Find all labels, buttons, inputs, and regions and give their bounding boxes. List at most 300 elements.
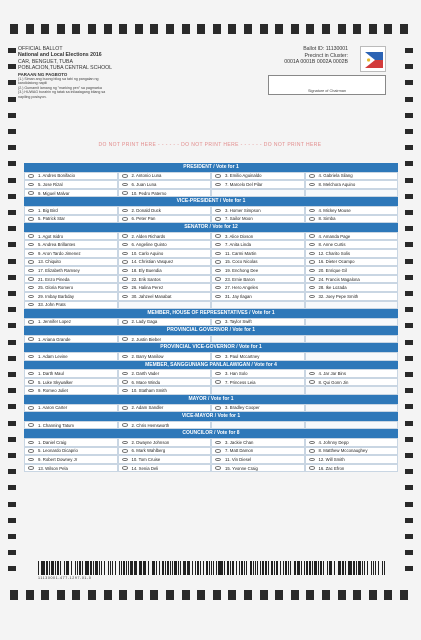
candidate-name: 1. Aaron Carter [38, 405, 68, 411]
ballot-id: Ballot ID: 11130001 [303, 46, 348, 52]
candidate-row [24, 240, 398, 249]
candidate-option[interactable] [305, 464, 399, 473]
timing-mark [405, 259, 413, 264]
vote-oval-icon[interactable] [215, 458, 221, 461]
vote-oval-icon[interactable] [122, 355, 128, 358]
vote-oval-icon[interactable] [215, 286, 221, 289]
candidate-name: 10. Carlo Aquino [131, 250, 164, 256]
vote-oval-icon[interactable] [309, 174, 315, 177]
vote-oval-icon[interactable] [309, 380, 315, 383]
timing-mark [306, 590, 314, 600]
vote-oval-icon[interactable] [122, 217, 128, 220]
candidate-name: 6. Angeline Quinto [131, 242, 167, 248]
vote-oval-icon[interactable] [122, 337, 128, 340]
vote-oval-icon[interactable] [28, 234, 34, 237]
candidate-option[interactable] [211, 275, 305, 284]
candidate-option[interactable] [305, 249, 399, 258]
timing-mark [275, 24, 283, 34]
vote-oval-icon[interactable] [309, 217, 315, 220]
vote-oval-icon[interactable] [122, 209, 128, 212]
candidate-option[interactable] [305, 369, 399, 378]
candidate-option[interactable] [211, 240, 305, 249]
vote-oval-icon[interactable] [215, 234, 221, 237]
candidate-option[interactable] [211, 352, 305, 361]
header-line-4: POBLACION,TUBA CENTRAL SCHOOL [18, 65, 113, 72]
contest-header: MEMBER, HOUSE OF REPRESENTATIVES / Vote for 1 [24, 309, 398, 318]
vote-oval-icon[interactable] [215, 466, 221, 469]
candidate-option[interactable] [24, 378, 118, 387]
candidate-name: 3. Taylor Swift [225, 319, 252, 325]
candidate-name: 2. Lady Gaga [131, 319, 158, 325]
timing-mark [72, 590, 80, 600]
vote-oval-icon[interactable] [28, 458, 34, 461]
candidate-option[interactable] [211, 369, 305, 378]
vote-oval-icon[interactable] [28, 286, 34, 289]
candidate-option[interactable] [211, 464, 305, 473]
signature-label: Signature of Chairman [308, 89, 346, 93]
candidate-option[interactable] [305, 206, 399, 215]
candidate-row [24, 455, 398, 464]
candidate-row [24, 464, 398, 473]
timing-mark [8, 323, 16, 328]
candidate-row [24, 215, 398, 224]
candidate-option[interactable] [118, 180, 212, 189]
timing-mark [369, 590, 377, 600]
timing-mark [150, 24, 158, 34]
timing-mark [405, 48, 413, 53]
vote-oval-icon[interactable] [122, 389, 128, 392]
timing-mark [405, 97, 413, 102]
candidate-option[interactable] [118, 447, 212, 456]
timing-mark [405, 421, 413, 426]
candidate-option[interactable] [305, 438, 399, 447]
candidate-option[interactable] [211, 378, 305, 387]
candidate-option[interactable] [211, 455, 305, 464]
candidate-name: 5. Jose Rizal [38, 181, 63, 187]
vote-oval-icon[interactable] [28, 449, 34, 452]
timing-mark [182, 24, 190, 34]
contest-header: PROVINCIAL GOVERNOR / Vote for 1 [24, 326, 398, 335]
vote-oval-icon[interactable] [122, 458, 128, 461]
vote-oval-icon[interactable] [215, 406, 221, 409]
candidate-name: 16. Dieter Ocampo [318, 259, 355, 265]
timing-mark [353, 24, 361, 34]
candidate-name: 12. Will Smith [318, 456, 345, 462]
candidate-option[interactable] [24, 215, 118, 224]
vote-oval-icon[interactable] [122, 269, 128, 272]
candidate-option[interactable] [118, 249, 212, 258]
candidate-name: 9. Romeo Juliet [38, 388, 68, 394]
candidate-name: 3. Paul Mccartney [225, 353, 260, 359]
candidate-row [24, 386, 398, 395]
candidate-option[interactable] [305, 275, 399, 284]
candidate-name: 2. Chris Hemsworth [131, 422, 170, 428]
candidate-option[interactable] [24, 258, 118, 267]
vote-oval-icon[interactable] [122, 286, 128, 289]
candidate-option[interactable] [24, 283, 118, 292]
barcode-bar [385, 561, 386, 575]
candidate-row [24, 232, 398, 241]
vote-oval-icon[interactable] [122, 183, 128, 186]
candidate-option[interactable] [118, 283, 212, 292]
timing-mark [8, 210, 16, 215]
candidate-name: 2. Justin Bieber [131, 336, 162, 342]
candidate-name: 10. Pedro Paterno [131, 190, 167, 196]
candidate-row [24, 206, 398, 215]
candidate-name: 23. Ernie Baron [225, 276, 255, 282]
candidate-option[interactable] [24, 404, 118, 413]
vote-oval-icon[interactable] [28, 337, 34, 340]
candidate-option[interactable] [118, 215, 212, 224]
candidate-option[interactable] [118, 172, 212, 181]
empty-cell [305, 189, 399, 198]
candidate-name: 1. Daniel Craig [38, 439, 67, 445]
vote-oval-icon[interactable] [309, 234, 315, 237]
vote-oval-icon[interactable] [309, 252, 315, 255]
candidate-name: 3. Homer Simpson [225, 207, 261, 213]
candidate-option[interactable] [24, 464, 118, 473]
candidate-row [24, 258, 398, 267]
vote-oval-icon[interactable] [28, 183, 34, 186]
candidate-name: 2. Antonio Luna [131, 173, 162, 179]
instruction-2: kandidatong napili [18, 81, 47, 86]
candidate-option[interactable] [118, 464, 212, 473]
candidate-option[interactable] [118, 232, 212, 241]
candidate-option[interactable] [211, 258, 305, 267]
vote-oval-icon[interactable] [309, 449, 315, 452]
candidate-option[interactable] [305, 258, 399, 267]
candidate-option[interactable] [305, 215, 399, 224]
candidate-name: 33. John Prats [38, 302, 66, 308]
timing-mark [405, 469, 413, 474]
vote-oval-icon[interactable] [122, 441, 128, 444]
candidate-name: 4. Jar Jar Bins [318, 371, 346, 377]
ballot-info [258, 46, 348, 66]
vote-oval-icon[interactable] [215, 277, 221, 280]
candidate-option[interactable] [211, 266, 305, 275]
timing-mark [8, 275, 16, 280]
candidate-option[interactable] [305, 455, 399, 464]
candidate-option[interactable] [211, 283, 305, 292]
vote-oval-icon[interactable] [309, 295, 315, 298]
timing-mark [338, 590, 346, 600]
candidate-option[interactable] [118, 386, 212, 395]
vote-oval-icon[interactable] [122, 234, 128, 237]
candidate-option[interactable] [24, 455, 118, 464]
vote-oval-icon[interactable] [122, 191, 128, 194]
timing-mark [26, 590, 34, 600]
candidate-option[interactable] [305, 266, 399, 275]
timing-mark [213, 24, 221, 34]
candidate-option[interactable] [24, 249, 118, 258]
candidate-name: 15. Coco Nicolas [225, 259, 258, 265]
timing-mark [135, 24, 143, 34]
candidate-name: 14. Christian Vasquez [131, 259, 174, 265]
candidate-name: 32. Joey Pepe Smith [318, 293, 359, 299]
candidate-option[interactable] [24, 292, 118, 301]
vote-oval-icon[interactable] [28, 372, 34, 375]
vote-oval-icon[interactable] [309, 183, 315, 186]
candidate-name: 3. Han Solo [225, 371, 248, 377]
candidate-option[interactable] [211, 180, 305, 189]
candidate-option[interactable] [211, 318, 305, 327]
timing-mark [291, 590, 299, 600]
candidate-option[interactable] [305, 172, 399, 181]
candidate-name: 14. Xenia Deli [131, 465, 159, 471]
candidate-name: 30. Jahzeel Manabat [131, 293, 172, 299]
candidate-option[interactable] [24, 438, 118, 447]
vote-oval-icon[interactable] [309, 458, 315, 461]
candidate-option[interactable] [211, 232, 305, 241]
candidate-name: 26. Halina Perez [131, 285, 164, 291]
timing-mark [8, 242, 16, 247]
candidate-option[interactable] [118, 258, 212, 267]
timing-mark [405, 550, 413, 555]
vote-oval-icon[interactable] [309, 466, 315, 469]
candidate-option[interactable] [211, 404, 305, 413]
candidate-name: 12. Charito Solis [318, 250, 351, 256]
vote-oval-icon[interactable] [309, 269, 315, 272]
candidate-name: 27. Hero Angeles [225, 285, 258, 291]
contest-header: COUNCILOR / Vote for 8 [24, 429, 398, 438]
vote-oval-icon[interactable] [309, 441, 315, 444]
candidate-option[interactable] [24, 335, 118, 344]
empty-cell [305, 335, 399, 344]
vote-oval-icon[interactable] [215, 269, 221, 272]
timing-mark [405, 129, 413, 134]
candidate-option[interactable] [118, 404, 212, 413]
vote-oval-icon[interactable] [28, 423, 34, 426]
vote-oval-icon[interactable] [28, 252, 34, 255]
candidate-option[interactable] [118, 352, 212, 361]
vote-oval-icon[interactable] [309, 209, 315, 212]
vote-oval-icon[interactable] [215, 217, 221, 220]
precinct-label: Precinct in Cluster: [304, 52, 348, 59]
candidate-option[interactable] [24, 172, 118, 181]
vote-oval-icon[interactable] [28, 243, 34, 246]
candidate-name: 7. Anita Linda [225, 242, 252, 248]
timing-mark [213, 590, 221, 600]
candidate-option[interactable] [305, 292, 399, 301]
vote-oval-icon[interactable] [215, 295, 221, 298]
timing-mark [322, 590, 330, 600]
vote-oval-icon[interactable] [28, 191, 34, 194]
vote-oval-icon[interactable] [215, 252, 221, 255]
vote-oval-icon[interactable] [28, 209, 34, 212]
contest-header: MAYOR / Vote for 1 [24, 395, 398, 404]
timing-mark [88, 590, 96, 600]
vote-oval-icon[interactable] [122, 243, 128, 246]
timing-mark [8, 340, 16, 345]
vote-oval-icon[interactable] [122, 406, 128, 409]
candidate-option[interactable] [211, 249, 305, 258]
candidate-option[interactable] [118, 455, 212, 464]
candidate-name: 22. Erik Santos [131, 276, 161, 282]
candidate-option[interactable] [118, 318, 212, 327]
candidate-option[interactable] [211, 447, 305, 456]
vote-oval-icon[interactable] [28, 277, 34, 280]
candidate-option[interactable] [118, 189, 212, 198]
candidate-name: 1. Agot Isidro [38, 233, 64, 239]
candidate-option[interactable] [24, 369, 118, 378]
vote-oval-icon[interactable] [309, 260, 315, 263]
vote-oval-icon[interactable] [28, 441, 34, 444]
timing-mark [8, 518, 16, 523]
vote-oval-icon[interactable] [122, 295, 128, 298]
timing-mark [8, 566, 16, 571]
candidate-name: 16. Zac Efron [318, 465, 345, 471]
candidate-option[interactable] [305, 232, 399, 241]
candidate-option[interactable] [24, 206, 118, 215]
vote-oval-icon[interactable] [28, 217, 34, 220]
candidate-name: 2. Alden Richards [131, 233, 166, 239]
candidate-name: 5. Luke Skywalker [38, 379, 73, 385]
header-line-2: National and Local Elections 2016 [18, 52, 102, 59]
candidate-option[interactable] [24, 301, 118, 310]
vote-oval-icon[interactable] [122, 260, 128, 263]
candidate-option[interactable] [24, 386, 118, 395]
candidate-name: 25. Gloria Romero [38, 285, 74, 291]
vote-oval-icon[interactable] [28, 295, 34, 298]
vote-oval-icon[interactable] [215, 209, 221, 212]
candidate-option[interactable] [24, 352, 118, 361]
candidate-name: 8. Melchora Aquino [318, 181, 356, 187]
timing-mark [405, 307, 413, 312]
contest-header: PRESIDENT / Vote for 1 [24, 163, 398, 172]
candidate-name: 1. Ariana Grande [38, 336, 71, 342]
vote-oval-icon[interactable] [215, 260, 221, 263]
vote-oval-icon[interactable] [28, 320, 34, 323]
timing-mark [228, 590, 236, 600]
candidate-name: 8. Matthew Mcconaughey [318, 448, 368, 454]
candidate-option[interactable] [118, 369, 212, 378]
candidate-option[interactable] [118, 206, 212, 215]
candidate-row [24, 301, 398, 310]
vote-oval-icon[interactable] [122, 380, 128, 383]
empty-cell [305, 352, 399, 361]
candidate-name: 1. Jennifer Lopez [38, 319, 71, 325]
candidate-option[interactable] [211, 206, 305, 215]
vote-oval-icon[interactable] [122, 252, 128, 255]
timing-mark [8, 64, 16, 69]
candidate-option[interactable] [211, 172, 305, 181]
vote-oval-icon[interactable] [122, 466, 128, 469]
vote-oval-icon[interactable] [122, 277, 128, 280]
candidate-option[interactable] [24, 318, 118, 327]
vote-oval-icon[interactable] [28, 174, 34, 177]
vote-oval-icon[interactable] [215, 355, 221, 358]
vote-oval-icon[interactable] [28, 389, 34, 392]
candidate-option[interactable] [24, 266, 118, 275]
candidate-option[interactable] [24, 189, 118, 198]
vote-oval-icon[interactable] [215, 449, 221, 452]
candidate-row [24, 404, 398, 413]
candidate-option[interactable] [305, 180, 399, 189]
candidate-row [24, 283, 398, 292]
vote-oval-icon[interactable] [215, 174, 221, 177]
vote-oval-icon[interactable] [28, 303, 34, 306]
vote-oval-icon[interactable] [122, 320, 128, 323]
candidate-option[interactable] [211, 438, 305, 447]
candidate-row [24, 447, 398, 456]
candidate-option[interactable] [211, 292, 305, 301]
timing-mark [104, 24, 112, 34]
vote-oval-icon[interactable] [309, 372, 315, 375]
candidate-option[interactable] [118, 240, 212, 249]
vote-oval-icon[interactable] [309, 286, 315, 289]
candidate-option[interactable] [118, 266, 212, 275]
candidate-option[interactable] [118, 275, 212, 284]
candidate-option[interactable] [118, 292, 212, 301]
vote-oval-icon[interactable] [28, 355, 34, 358]
ballot-header [18, 46, 218, 99]
vote-oval-icon[interactable] [28, 269, 34, 272]
candidate-name: 1. Big Bird [38, 207, 58, 213]
candidate-option[interactable] [24, 240, 118, 249]
candidate-option[interactable] [24, 275, 118, 284]
vote-oval-icon[interactable] [122, 174, 128, 177]
timing-mark [405, 210, 413, 215]
candidate-option[interactable] [118, 438, 212, 447]
timing-mark [8, 534, 16, 539]
vote-oval-icon[interactable] [215, 380, 221, 383]
candidate-option[interactable] [305, 240, 399, 249]
vote-oval-icon[interactable] [309, 243, 315, 246]
timing-mark [405, 145, 413, 150]
timing-mark [384, 590, 392, 600]
candidate-name: 7. Marcelo Del Pilar [225, 181, 263, 187]
timing-mark [322, 24, 330, 34]
candidate-option[interactable] [118, 335, 212, 344]
timing-mark [405, 226, 413, 231]
vote-oval-icon[interactable] [28, 466, 34, 469]
candidate-option[interactable] [118, 421, 212, 430]
timing-mark [384, 24, 392, 34]
candidate-option[interactable] [24, 447, 118, 456]
vote-oval-icon[interactable] [122, 372, 128, 375]
vote-oval-icon[interactable] [122, 423, 128, 426]
timing-mark [8, 226, 16, 231]
signature-box [268, 75, 386, 95]
candidate-option[interactable] [118, 378, 212, 387]
vote-oval-icon[interactable] [215, 243, 221, 246]
candidate-name: 1. Adam Levine [38, 353, 68, 359]
candidate-option[interactable] [305, 378, 399, 387]
candidate-option[interactable] [305, 447, 399, 456]
candidate-name: 7. Princess Leia [225, 379, 256, 385]
timing-mark [8, 469, 16, 474]
vote-oval-icon[interactable] [28, 260, 34, 263]
vote-oval-icon[interactable] [215, 320, 221, 323]
candidate-option[interactable] [24, 232, 118, 241]
timing-mark [8, 291, 16, 296]
vote-oval-icon[interactable] [28, 380, 34, 383]
timing-mark [244, 590, 252, 600]
vote-oval-icon[interactable] [215, 372, 221, 375]
candidate-option[interactable] [24, 421, 118, 430]
vote-oval-icon[interactable] [215, 183, 221, 186]
vote-oval-icon[interactable] [309, 277, 315, 280]
candidate-option[interactable] [211, 215, 305, 224]
vote-oval-icon[interactable] [28, 406, 34, 409]
candidate-name: 9. Aron Tardo Jimenez [38, 250, 81, 256]
vote-oval-icon[interactable] [122, 449, 128, 452]
candidate-option[interactable] [24, 180, 118, 189]
vote-oval-icon[interactable] [215, 441, 221, 444]
candidate-option[interactable] [305, 283, 399, 292]
timing-mark [8, 421, 16, 426]
candidate-name: 17. Elizabeth Ramsey [38, 267, 80, 273]
